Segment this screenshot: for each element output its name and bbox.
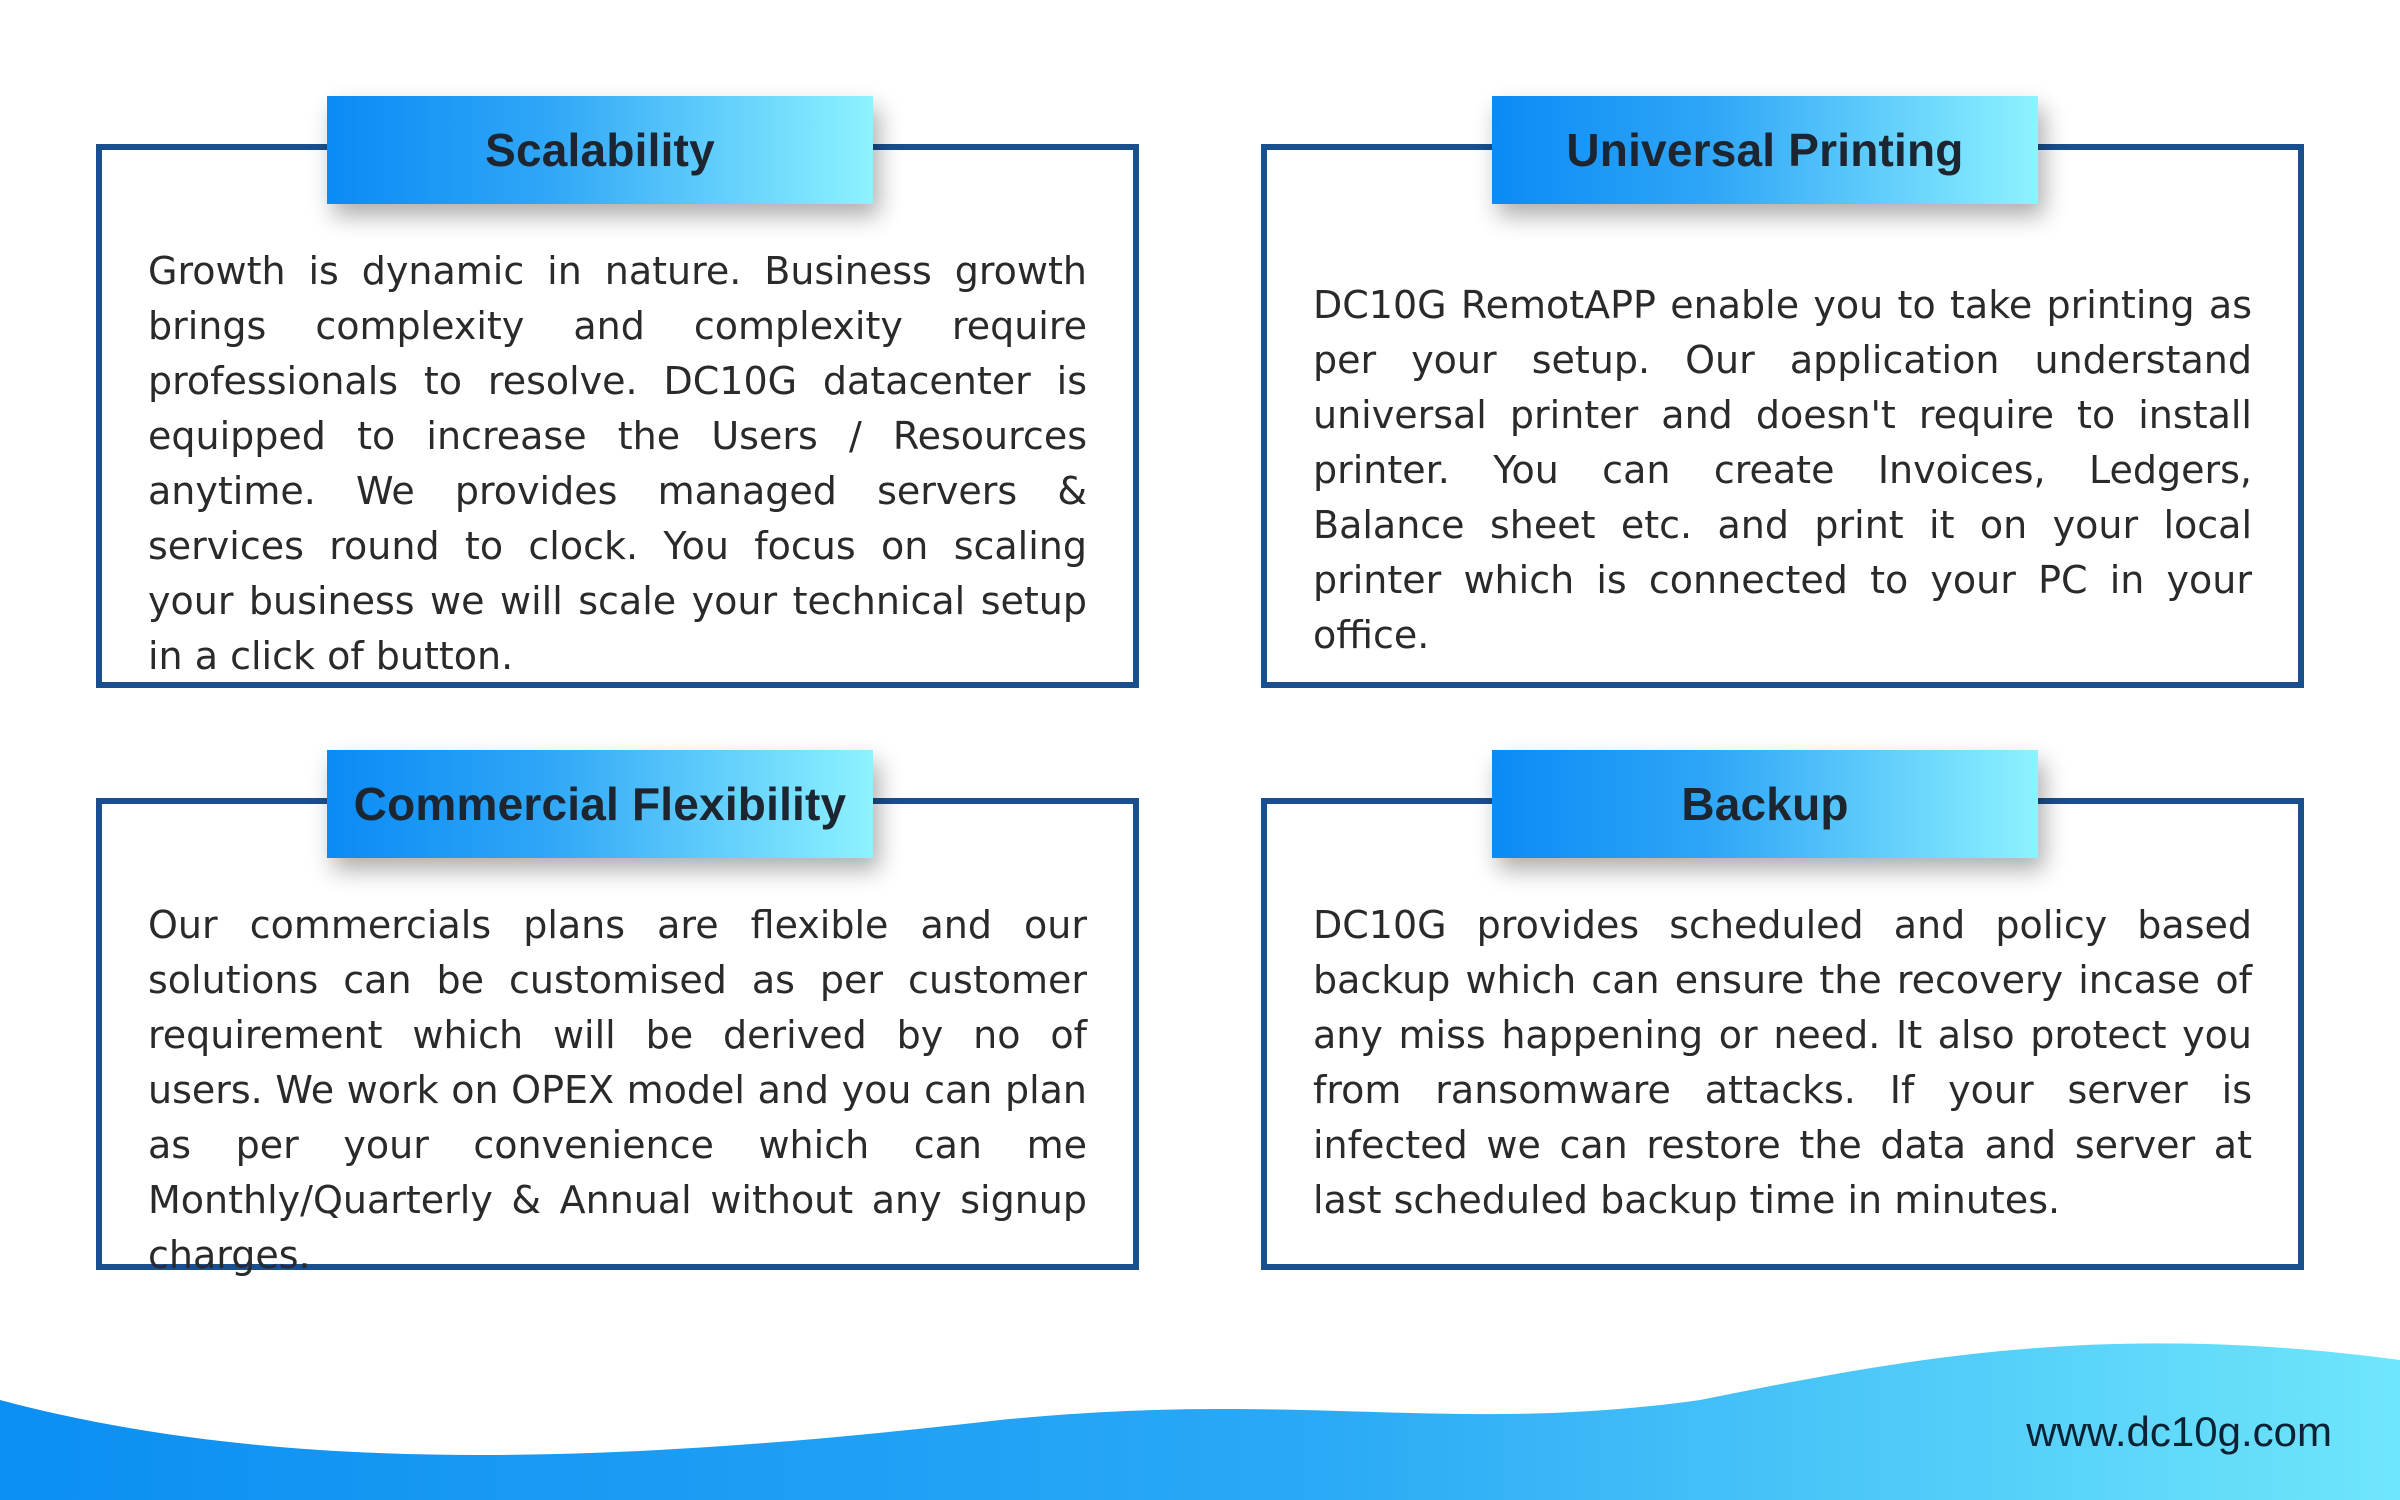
card-universal-printing <box>1261 124 2304 688</box>
card-body-backup: DC10G provides scheduled and policy based backup which can ensure the recovery incase of any miss happening or need. It also protect you from ransomware attacks. If your server is infected we can restore the data and server at last scheduled backup time in minutes. <box>1313 903 2252 1222</box>
card-backup <box>1261 778 2304 1270</box>
card-commercial-flexibility <box>96 778 1139 1277</box>
footer-website-url[interactable]: www.dc10g.com <box>2026 1408 2332 1455</box>
card-title-universal-printing: Universal Printing <box>1492 96 2038 204</box>
card-scalability <box>96 124 1139 688</box>
card-title-backup: Backup <box>1492 750 2038 858</box>
card-title-scalability: Scalability <box>327 96 873 204</box>
card-body-universal-printing: DC10G RemotAPP enable you to take printing as per your setup. Our application understand universal printer and doesn't require to install printer. You can create Invoices, Ledgers, Balance sheet etc. and print it on your local printer which is connected to your PC in your office. <box>1313 283 2252 657</box>
card-title-commercial-flexibility: Commercial Flexibility <box>327 750 873 858</box>
card-body-scalability: Growth is dynamic in nature. Business growth brings complexity and complexity require professionals to resolve. DC10G datacenter is equipped to increase the Users / Resources anytime. We provides managed servers & services round to clock. You focus on scaling your business we will scale your technical setup in a click of button. <box>148 249 1087 678</box>
card-body-commercial-flexibility: Our commercials plans are flexible and our solutions can be customised as per customer requirement which will be derived by no of users. We work on OPEX model and you can plan as per your convenience which can me Monthly/Quarterly & Annual without any signup charges. <box>148 903 1087 1277</box>
